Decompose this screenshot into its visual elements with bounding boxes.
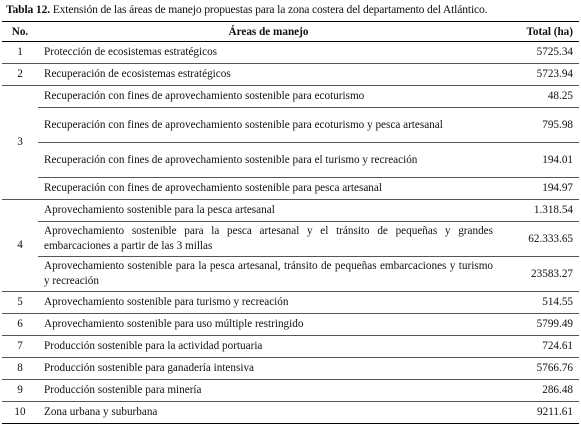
row-area: Recuperación de ecosistemas estratégicos [44,68,231,80]
row-area: Producción sostenible para ganadería intensiva [44,362,255,374]
row-area: Producción sostenible para minería [44,384,202,396]
row-total: 724.61 [542,340,573,352]
row-area: Protección de ecosistemas estratégicos [44,46,218,58]
row-area: Aprovechamiento sostenible para la pesca artesanal [44,204,275,216]
row-total: 62.333.65 [528,232,573,245]
row-no: 7 [17,340,23,352]
table-row [2,222,579,257]
header-no: No. [11,25,29,38]
header-row [2,22,579,42]
row-no: 2 [17,68,23,80]
row-area: Recuperación con fines de aprovechamiento sostenible para pesca artesanal [44,182,382,194]
row-no: 5 [17,296,23,308]
table-row [2,200,579,222]
row-total: 194.97 [542,182,573,194]
table-row [2,64,579,86]
table-caption [6,2,578,18]
row-total: 5799.49 [536,318,573,330]
row-total: 286.48 [542,384,573,396]
row-area: Aprovechamiento sostenible para la pesca artesanal, tránsito de pequeñas embarcaciones y turismo y recreación [44,260,493,287]
row-no: 9 [17,384,23,396]
row-no: 6 [17,318,23,330]
table-row [2,358,579,380]
row-total: 514.55 [542,296,573,308]
row-area: Aprovechamiento sostenible para uso múltiple restringido [44,318,304,330]
row-area: Recuperación con fines de aprovechamiento sostenible para el turismo y recreación [44,153,418,166]
row-area: Aprovechamiento sostenible para la pesca artesanal y el tránsito de pequeñas y grandes embarcaciones a partir de las 3 millas [44,225,493,252]
row-total: 5725.34 [536,46,573,58]
row-no: 4 [17,239,23,251]
header-area: Áreas de manejo [228,25,309,38]
management-areas-table [2,21,579,424]
row-total: 194.01 [542,153,573,166]
row-area: Aprovechamiento sostenible para turismo y recreación [44,296,289,308]
caption-text: Extensión de las áreas de manejo propuestas para la zona costera del departamento del Atlántico. [49,3,488,16]
table-row [2,402,579,424]
row-area: Zona urbana y suburbana [44,406,158,418]
row-total: 795.98 [542,118,573,131]
table-row [2,292,579,314]
row-no: 3 [17,136,23,148]
table-row [2,143,579,178]
table-row [2,86,579,108]
table-row [2,380,579,402]
table-row [2,314,579,336]
row-area: Producción sostenible para la actividad portuaria [44,340,263,352]
row-area: Recuperación con fines de aprovechamiento sostenible para ecoturismo [44,90,365,102]
header-total: Total (ha) [526,25,573,38]
table-row [2,178,579,200]
row-total: 5723.94 [536,68,573,80]
row-total: 5766.76 [536,362,573,374]
row-no: 8 [17,362,23,374]
table-row [2,108,579,143]
table-row [2,42,579,64]
row-total: 9211.61 [537,406,573,418]
row-no: 1 [17,46,23,58]
row-area: Recuperación con fines de aprovechamiento sostenible para ecoturismo y pesca artesanal [44,118,443,131]
row-total: 23583.27 [531,267,573,280]
row-total: 48.25 [547,90,573,102]
caption-label: Tabla 12. [6,3,50,16]
table-row [2,257,579,292]
row-no: 10 [14,406,26,418]
table-row [2,336,579,358]
row-total: 1.318.54 [533,204,573,216]
